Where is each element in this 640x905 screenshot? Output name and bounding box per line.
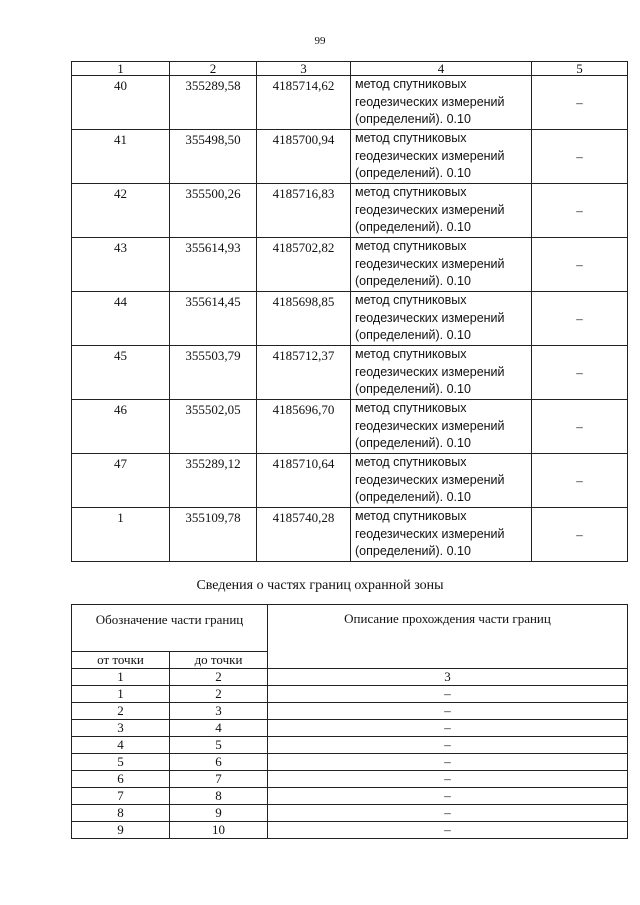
method-line: (определений). 0.10	[355, 544, 471, 558]
part-description: –	[268, 703, 628, 720]
page-number: 99	[314, 35, 326, 47]
table-row	[72, 703, 628, 720]
point-number: 44	[72, 292, 170, 346]
method-description	[351, 400, 532, 454]
part-description: –	[268, 754, 628, 771]
index-cell: 3	[268, 669, 628, 686]
to-point: 3	[170, 703, 268, 720]
header-cell: 2	[170, 62, 257, 76]
point-number: 1	[72, 508, 170, 562]
column-5-value: –	[532, 130, 628, 184]
to-point: 5	[170, 737, 268, 754]
method-line: (определений). 0.10	[355, 112, 471, 126]
method-description	[351, 184, 532, 238]
table-row	[72, 76, 628, 130]
x-coordinate: 355503,79	[170, 346, 257, 400]
method-line: геодезических измерений	[355, 364, 505, 379]
header-cell: 5	[532, 62, 628, 76]
from-point: 3	[72, 720, 170, 737]
table-row	[72, 346, 628, 400]
table-row	[72, 508, 628, 562]
method-description	[351, 508, 532, 562]
to-point-header: до точки	[170, 652, 268, 669]
method-line: геодезических измерений	[355, 526, 505, 541]
table-row	[72, 788, 628, 805]
x-coordinate: 355614,45	[170, 292, 257, 346]
index-cell: 2	[170, 669, 268, 686]
group-header: Обозначение части границ	[72, 605, 268, 652]
y-coordinate: 4185700,94	[257, 130, 351, 184]
to-point: 10	[170, 822, 268, 839]
table-row	[72, 737, 628, 754]
table-header-row	[72, 62, 628, 76]
x-coordinate: 355289,12	[170, 454, 257, 508]
y-coordinate: 4185710,64	[257, 454, 351, 508]
method-description	[351, 292, 532, 346]
y-coordinate: 4185696,70	[257, 400, 351, 454]
header-cell: 4	[351, 62, 532, 76]
method-description	[351, 454, 532, 508]
column-5-value: –	[532, 238, 628, 292]
table-header-row	[72, 605, 628, 652]
to-point: 7	[170, 771, 268, 788]
method-line: метод спутниковых	[355, 239, 467, 253]
method-line: метод спутниковых	[355, 77, 467, 91]
header-cell: 3	[257, 62, 351, 76]
index-cell: 1	[72, 669, 170, 686]
point-number: 45	[72, 346, 170, 400]
method-line: метод спутниковых	[355, 185, 467, 199]
x-coordinate: 355500,26	[170, 184, 257, 238]
method-description	[351, 238, 532, 292]
method-line: (определений). 0.10	[355, 220, 471, 234]
table-row	[72, 454, 628, 508]
method-line: (определений). 0.10	[355, 490, 471, 504]
y-coordinate: 4185712,37	[257, 346, 351, 400]
coordinates-table	[71, 61, 628, 562]
part-description: –	[268, 822, 628, 839]
table-row	[72, 184, 628, 238]
point-number: 42	[72, 184, 170, 238]
y-coordinate: 4185740,28	[257, 508, 351, 562]
method-line: геодезических измерений	[355, 256, 505, 271]
from-point-header: от точки	[72, 652, 170, 669]
method-line: (определений). 0.10	[355, 166, 471, 180]
part-description: –	[268, 771, 628, 788]
column-5-value: –	[532, 346, 628, 400]
table-row	[72, 805, 628, 822]
column-5-value: –	[532, 76, 628, 130]
method-line: (определений). 0.10	[355, 274, 471, 288]
method-line: геодезических измерений	[355, 472, 505, 487]
table-row	[72, 754, 628, 771]
method-description	[351, 130, 532, 184]
column-5-value: –	[532, 454, 628, 508]
y-coordinate: 4185698,85	[257, 292, 351, 346]
table-row	[72, 822, 628, 839]
part-description: –	[268, 805, 628, 822]
point-number: 41	[72, 130, 170, 184]
table-row	[72, 130, 628, 184]
point-number: 46	[72, 400, 170, 454]
table-row	[72, 292, 628, 346]
method-line: метод спутниковых	[355, 509, 467, 523]
table-row	[72, 771, 628, 788]
method-line: метод спутниковых	[355, 401, 467, 415]
section-title: Сведения о частях границ охранной зоны	[196, 578, 444, 593]
method-line: (определений). 0.10	[355, 436, 471, 450]
boundary-parts-table	[71, 604, 628, 839]
y-coordinate: 4185714,62	[257, 76, 351, 130]
from-point: 6	[72, 771, 170, 788]
x-coordinate: 355498,50	[170, 130, 257, 184]
method-description	[351, 346, 532, 400]
point-number: 40	[72, 76, 170, 130]
x-coordinate: 355109,78	[170, 508, 257, 562]
method-line: геодезических измерений	[355, 148, 505, 163]
x-coordinate: 355614,93	[170, 238, 257, 292]
from-point: 8	[72, 805, 170, 822]
to-point: 9	[170, 805, 268, 822]
description-header: Описание прохождения части границ	[268, 605, 628, 669]
method-line: метод спутниковых	[355, 455, 467, 469]
method-line: метод спутниковых	[355, 347, 467, 361]
from-point: 7	[72, 788, 170, 805]
table-row	[72, 400, 628, 454]
table-row	[72, 686, 628, 703]
to-point: 6	[170, 754, 268, 771]
column-5-value: –	[532, 184, 628, 238]
x-coordinate: 355289,58	[170, 76, 257, 130]
y-coordinate: 4185716,83	[257, 184, 351, 238]
to-point: 4	[170, 720, 268, 737]
header-cell: 1	[72, 62, 170, 76]
table-row	[72, 238, 628, 292]
from-point: 1	[72, 686, 170, 703]
to-point: 8	[170, 788, 268, 805]
method-line: (определений). 0.10	[355, 328, 471, 342]
method-line: метод спутниковых	[355, 131, 467, 145]
part-description: –	[268, 686, 628, 703]
part-description: –	[268, 788, 628, 805]
from-point: 9	[72, 822, 170, 839]
column-5-value: –	[532, 292, 628, 346]
method-line: геодезических измерений	[355, 202, 505, 217]
column-5-value: –	[532, 508, 628, 562]
method-line: геодезических измерений	[355, 418, 505, 433]
index-row	[72, 669, 628, 686]
from-point: 2	[72, 703, 170, 720]
method-line: (определений). 0.10	[355, 382, 471, 396]
method-line: метод спутниковых	[355, 293, 467, 307]
from-point: 5	[72, 754, 170, 771]
column-5-value: –	[532, 400, 628, 454]
method-line: геодезических измерений	[355, 310, 505, 325]
part-description: –	[268, 737, 628, 754]
table-row	[72, 720, 628, 737]
point-number: 47	[72, 454, 170, 508]
point-number: 43	[72, 238, 170, 292]
method-line: геодезических измерений	[355, 94, 505, 109]
to-point: 2	[170, 686, 268, 703]
from-point: 4	[72, 737, 170, 754]
method-description	[351, 76, 532, 130]
x-coordinate: 355502,05	[170, 400, 257, 454]
y-coordinate: 4185702,82	[257, 238, 351, 292]
part-description: –	[268, 720, 628, 737]
